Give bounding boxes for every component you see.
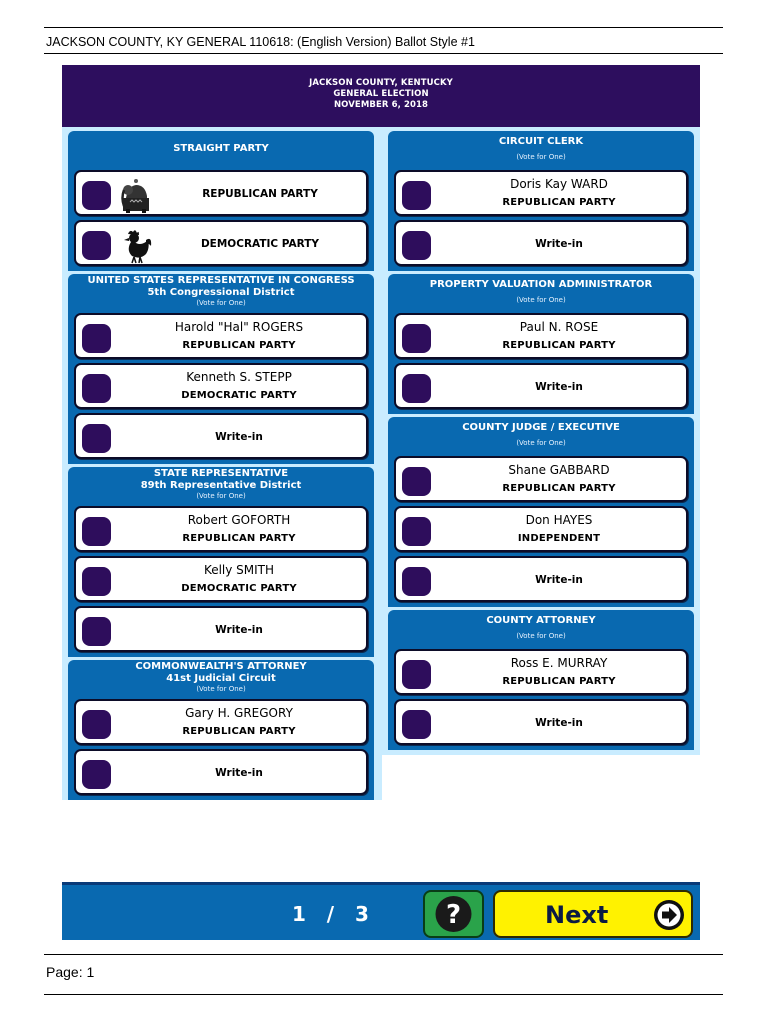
race-header	[68, 468, 374, 501]
header-rule-top	[44, 27, 723, 28]
candidate-name: Kenneth S. STEPP	[186, 370, 292, 384]
document-header: JACKSON COUNTY, KY GENERAL 110618: (English Version) Ballot Style #1	[46, 35, 475, 49]
arrow-right-icon	[653, 899, 685, 931]
race-header	[68, 661, 374, 694]
candidate-name: Don HAYES	[525, 513, 593, 527]
race-title: PROPERTY VALUATION ADMINISTRATOR	[429, 279, 653, 290]
vote-checkbox[interactable]	[402, 467, 431, 496]
party-name: INDEPENDENT	[517, 533, 601, 544]
vote-checkbox[interactable]	[82, 424, 111, 453]
race-title: CIRCUIT CLERK	[498, 136, 584, 147]
race-header	[68, 143, 374, 155]
option-democratic-party[interactable]	[74, 220, 368, 266]
write-in-label: Write-in	[215, 624, 263, 636]
vote-for-instruction: (Vote for One)	[516, 153, 566, 161]
vote-checkbox[interactable]	[402, 710, 431, 739]
help-label: ?	[445, 900, 462, 930]
vote-for-instruction: (Vote for One)	[516, 439, 566, 447]
vote-checkbox[interactable]	[82, 760, 111, 789]
party-name: REPUBLICAN PARTY	[502, 340, 616, 351]
candidate-name: Harold "Hal" ROGERS	[174, 320, 304, 334]
candidate-name: Doris Kay WARD	[510, 177, 608, 191]
ballot-screen	[62, 65, 700, 800]
option-candidate-hayes[interactable]	[394, 506, 688, 552]
option-write-in[interactable]	[394, 556, 688, 602]
party-name: DEMOCRATIC PARTY	[181, 583, 297, 594]
vote-for-instruction: (Vote for One)	[196, 685, 246, 693]
rooster-emblem-icon	[118, 226, 154, 264]
option-write-in[interactable]	[74, 413, 368, 459]
race-district: 5th Congressional District	[147, 287, 295, 298]
party-name: DEMOCRATIC PARTY	[181, 390, 297, 401]
footer-rule-top	[44, 954, 723, 955]
option-candidate-gregory[interactable]	[74, 699, 368, 745]
race-title: STRAIGHT PARTY	[173, 143, 269, 154]
race-header	[388, 615, 694, 641]
write-in-label: Write-in	[215, 767, 263, 779]
page-footer: Page: 1	[46, 964, 95, 980]
race-title: UNITED STATES REPRESENTATIVE IN CONGRESS	[87, 275, 355, 286]
party-name: REPUBLICAN PARTY	[182, 726, 296, 737]
party-name: DEMOCRATIC PARTY	[200, 238, 320, 250]
race-state-representative	[68, 467, 374, 657]
party-name: REPUBLICAN PARTY	[182, 533, 296, 544]
vote-checkbox[interactable]	[82, 710, 111, 739]
option-candidate-rogers[interactable]	[74, 313, 368, 359]
party-name: REPUBLICAN PARTY	[182, 340, 296, 351]
navigation-bar	[62, 882, 700, 940]
race-header	[388, 422, 694, 448]
write-in-label: Write-in	[535, 574, 583, 586]
vote-checkbox[interactable]	[402, 517, 431, 546]
vote-checkbox[interactable]	[402, 231, 431, 260]
vote-for-instruction: (Vote for One)	[196, 492, 246, 500]
option-write-in[interactable]	[394, 363, 688, 409]
vote-checkbox[interactable]	[82, 374, 111, 403]
ballot-title-county: JACKSON COUNTY, KENTUCKY	[309, 78, 453, 88]
write-in-label: Write-in	[535, 381, 583, 393]
ballot-title-date: NOVEMBER 6, 2018	[333, 100, 429, 110]
race-header	[68, 275, 374, 308]
footer-rule-bottom	[44, 994, 723, 995]
option-write-in[interactable]	[74, 606, 368, 652]
race-commonwealths-attorney	[68, 660, 374, 800]
option-republican-party[interactable]	[74, 170, 368, 216]
option-candidate-murray[interactable]	[394, 649, 688, 695]
race-circuit-clerk	[388, 131, 694, 271]
candidate-name: Kelly SMITH	[203, 563, 275, 577]
help-button[interactable]	[423, 890, 484, 938]
option-candidate-ward[interactable]	[394, 170, 688, 216]
race-title: COMMONWEALTH'S ATTORNEY	[135, 661, 307, 672]
help-question-icon	[425, 892, 482, 936]
option-candidate-gabbard[interactable]	[394, 456, 688, 502]
option-write-in[interactable]	[394, 699, 688, 745]
write-in-label: Write-in	[535, 717, 583, 729]
party-name: REPUBLICAN PARTY	[502, 483, 616, 494]
race-district: 89th Representative District	[140, 480, 302, 491]
option-write-in[interactable]	[394, 220, 688, 266]
vote-checkbox[interactable]	[82, 231, 111, 260]
header-rule-bottom	[44, 53, 723, 54]
write-in-label: Write-in	[215, 431, 263, 443]
candidate-name: Shane GABBARD	[508, 463, 610, 477]
option-candidate-stepp[interactable]	[74, 363, 368, 409]
party-name: REPUBLICAN PARTY	[202, 188, 318, 200]
race-us-representative	[68, 274, 374, 464]
vote-checkbox[interactable]	[82, 181, 111, 210]
race-county-judge-executive	[388, 417, 694, 607]
race-header	[388, 279, 694, 305]
vote-for-instruction: (Vote for One)	[516, 296, 566, 304]
candidate-name: Ross E. MURRAY	[510, 656, 608, 670]
next-button-label: Next	[545, 901, 609, 929]
vote-checkbox[interactable]	[402, 374, 431, 403]
option-candidate-rose[interactable]	[394, 313, 688, 359]
race-title: COUNTY ATTORNEY	[486, 615, 596, 626]
vote-for-instruction: (Vote for One)	[196, 299, 246, 307]
race-title: COUNTY JUDGE / EXECUTIVE	[462, 422, 620, 433]
vote-checkbox[interactable]	[402, 324, 431, 353]
race-district: 41st Judicial Circuit	[166, 673, 276, 684]
party-name: REPUBLICAN PARTY	[502, 676, 616, 687]
vote-checkbox[interactable]	[82, 324, 111, 353]
vote-checkbox[interactable]	[82, 567, 111, 596]
ballot-title-election: GENERAL ELECTION	[333, 89, 429, 99]
race-property-valuation-administrator	[388, 274, 694, 414]
option-write-in[interactable]	[74, 749, 368, 795]
page-indicator: 1 / 3	[292, 902, 369, 926]
vote-checkbox[interactable]	[402, 660, 431, 689]
race-title: STATE REPRESENTATIVE	[153, 468, 289, 479]
party-name: REPUBLICAN PARTY	[502, 197, 616, 208]
candidate-name: Robert GOFORTH	[187, 513, 291, 527]
race-straight-party	[68, 131, 374, 271]
elephant-emblem-icon	[118, 176, 154, 214]
vote-checkbox[interactable]	[402, 181, 431, 210]
race-header	[388, 136, 694, 162]
vote-checkbox[interactable]	[82, 517, 111, 546]
candidate-name: Gary H. GREGORY	[185, 706, 293, 720]
vote-checkbox[interactable]	[82, 617, 111, 646]
next-button[interactable]	[493, 890, 693, 938]
ballot-title	[62, 65, 700, 127]
vote-checkbox[interactable]	[402, 567, 431, 596]
candidate-name: Paul N. ROSE	[519, 320, 599, 334]
option-candidate-smith[interactable]	[74, 556, 368, 602]
race-county-attorney	[388, 610, 694, 750]
option-candidate-goforth[interactable]	[74, 506, 368, 552]
write-in-label: Write-in	[535, 238, 583, 250]
vote-for-instruction: (Vote for One)	[516, 632, 566, 640]
